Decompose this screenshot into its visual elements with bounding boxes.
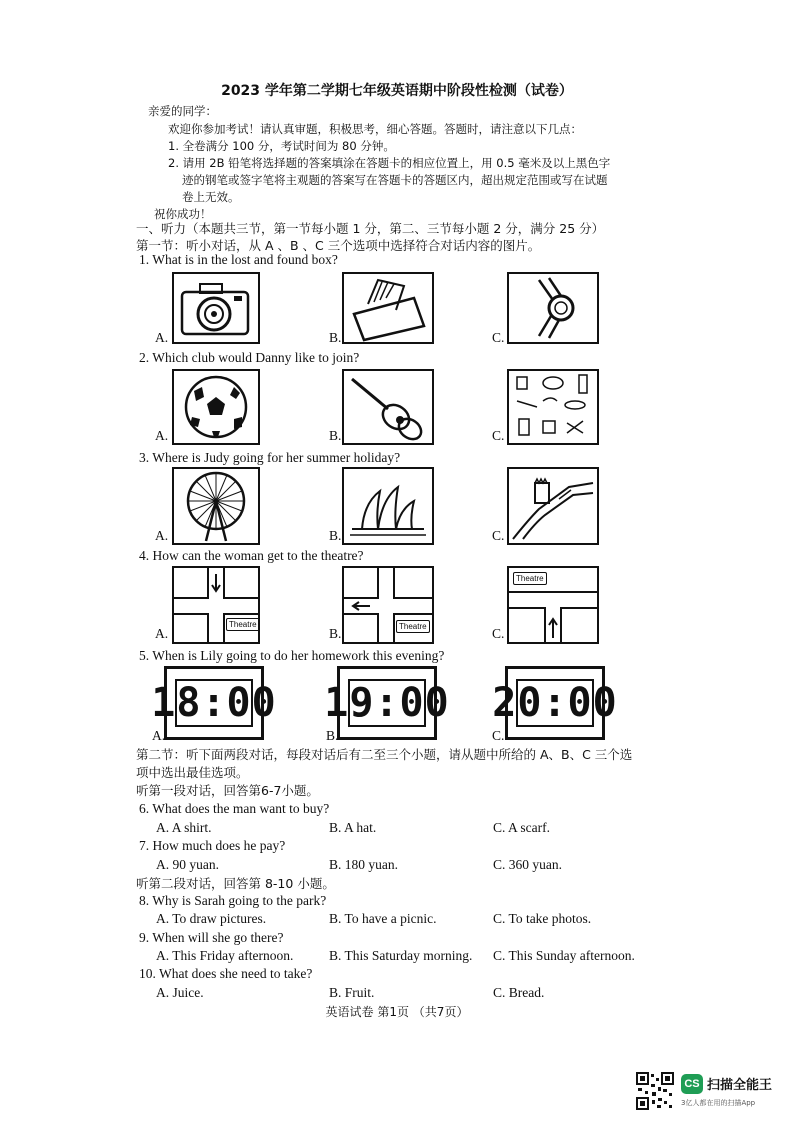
map-c-icon xyxy=(507,566,599,644)
soccer-ball-icon xyxy=(172,369,260,445)
question-4: 4. How can the woman get to the theatre? xyxy=(139,548,364,563)
rule-2-line1: 2. 请用 2B 铅笔将选择题的答案填涂在答题卡的相应位置上，用 0.5 毫米及以上黑色字 xyxy=(168,156,611,170)
question-7: 7. How much does he pay? xyxy=(139,838,286,853)
scanner-logo-icon: CS xyxy=(681,1074,703,1094)
theatre-sign-c: Theatre xyxy=(513,572,547,585)
opera-house-icon xyxy=(342,467,434,545)
clock-icon xyxy=(151,666,277,740)
option-8b: B. To have a picnic. xyxy=(329,911,437,926)
qr-code-icon xyxy=(636,1072,674,1110)
option-7a: A. 90 yuan. xyxy=(156,857,219,872)
question-1: 1. What is in the lost and found box? xyxy=(139,252,338,267)
option-2a-label: A. xyxy=(155,428,169,443)
clock-time-a: 18:00 xyxy=(151,680,277,726)
guitar-icon xyxy=(342,369,434,445)
option-1b-label: B. xyxy=(329,330,342,345)
option-9a: A. This Friday afternoon. xyxy=(156,948,294,963)
option-5c-label: C. xyxy=(492,728,505,743)
theatre-sign-a: Theatre xyxy=(226,618,260,631)
page-footer: 英语试卷 第1页 （共7页） xyxy=(325,1005,469,1019)
question-6: 6. What does the man want to buy? xyxy=(139,801,330,816)
question-9: 9. When will she go there? xyxy=(139,930,284,945)
option-4c-label: C. xyxy=(492,626,505,641)
section-2-line1: 第二节：听下面两段对话，每段对话后有二至三个小题，请从题中所给的 A、B、C 三个选 xyxy=(136,747,633,762)
option-8a: A. To draw pictures. xyxy=(156,911,267,926)
option-8c: C. To take photos. xyxy=(493,911,592,926)
option-4a-label: A. xyxy=(155,626,169,641)
option-3b-label: B. xyxy=(329,528,342,543)
question-5: 5. When is Lily going to do her homework this evening? xyxy=(139,648,445,663)
option-10b: B. Fruit. xyxy=(329,985,375,1000)
ferris-wheel-icon xyxy=(172,467,260,545)
option-9c: C. This Sunday afternoon. xyxy=(493,948,635,963)
option-6b: B. A hat. xyxy=(329,820,377,835)
option-2c-label: C. xyxy=(492,428,505,443)
rule-2-line3: 卷上无效。 xyxy=(182,190,240,204)
rule-1: 1. 全卷满分 100 分，考试时间为 80 分钟。 xyxy=(168,139,395,153)
scanner-tagline: 3亿人都在用的扫描App xyxy=(681,1099,756,1107)
question-3: 3. Where is Judy going for her summer holiday? xyxy=(139,450,401,465)
greeting: 亲爱的同学： xyxy=(148,104,217,118)
wallet-icon xyxy=(342,272,434,344)
option-4b-label: B. xyxy=(329,626,342,641)
clock-icon xyxy=(492,666,618,740)
option-2b-label: B. xyxy=(329,428,342,443)
dialog-2-instruction: 听第二段对话，回答第 8-10 小题。 xyxy=(136,876,335,891)
clock-icon xyxy=(324,666,450,740)
page-title: 2023 学年第二学期七年级英语期中阶段性检测（试卷） xyxy=(221,83,573,99)
map-a-icon xyxy=(172,566,260,644)
option-7c: C. 360 yuan. xyxy=(493,857,562,872)
great-wall-icon xyxy=(507,467,599,545)
question-8: 8. Why is Sarah going to the park? xyxy=(139,893,327,908)
option-1a-label: A. xyxy=(155,330,169,345)
wish-text: 祝你成功！ xyxy=(154,207,212,221)
question-2: 2. Which club would Danny like to join? xyxy=(139,350,360,365)
option-5a-label: A. xyxy=(152,728,166,743)
question-10: 10. What does she need to take? xyxy=(139,966,313,981)
section-2-line2: 项中选出最佳选项。 xyxy=(136,765,249,780)
option-10c: C. Bread. xyxy=(493,985,545,1000)
option-9b: B. This Saturday morning. xyxy=(329,948,473,963)
section-1-heading: 一、听力（本题共三节，第一节每小题 1 分，第二、三节每小题 2 分，满分 25 分） xyxy=(136,221,605,236)
option-3a-label: A. xyxy=(155,528,169,543)
clock-time-b: 19:00 xyxy=(324,680,450,726)
camera-icon xyxy=(172,272,260,344)
intro-text: 欢迎你参加考试！请认真审题，积极思考，细心答题。答题时，请注意以下几点： xyxy=(168,122,582,136)
clock-time-c: 20:00 xyxy=(492,680,618,726)
rule-2-line2: 迹的钢笔或签字笔将主观题的答案写在答题卡的答题区内，超出规定范围或写在试题 xyxy=(182,173,608,187)
theatre-sign-b: Theatre xyxy=(396,620,430,633)
option-3c-label: C. xyxy=(492,528,505,543)
scanner-name: 扫描全能王 xyxy=(707,1078,773,1093)
option-6c: C. A scarf. xyxy=(493,820,550,835)
map-b-icon xyxy=(342,566,434,644)
section-1-part1: 第一节：听小对话，从 A 、B 、C 三个选项中选择符合对话内容的图片。 xyxy=(136,238,541,253)
cooking-icon xyxy=(507,369,599,445)
watch-icon xyxy=(507,272,599,344)
option-6a: A. A shirt. xyxy=(156,820,212,835)
option-1c-label: C. xyxy=(492,330,505,345)
dialog-1-instruction: 听第一段对话，回答第6-7小题。 xyxy=(136,783,319,798)
option-10a: A. Juice. xyxy=(156,985,204,1000)
option-5b-label: B. xyxy=(326,728,339,743)
option-7b: B. 180 yuan. xyxy=(329,857,398,872)
